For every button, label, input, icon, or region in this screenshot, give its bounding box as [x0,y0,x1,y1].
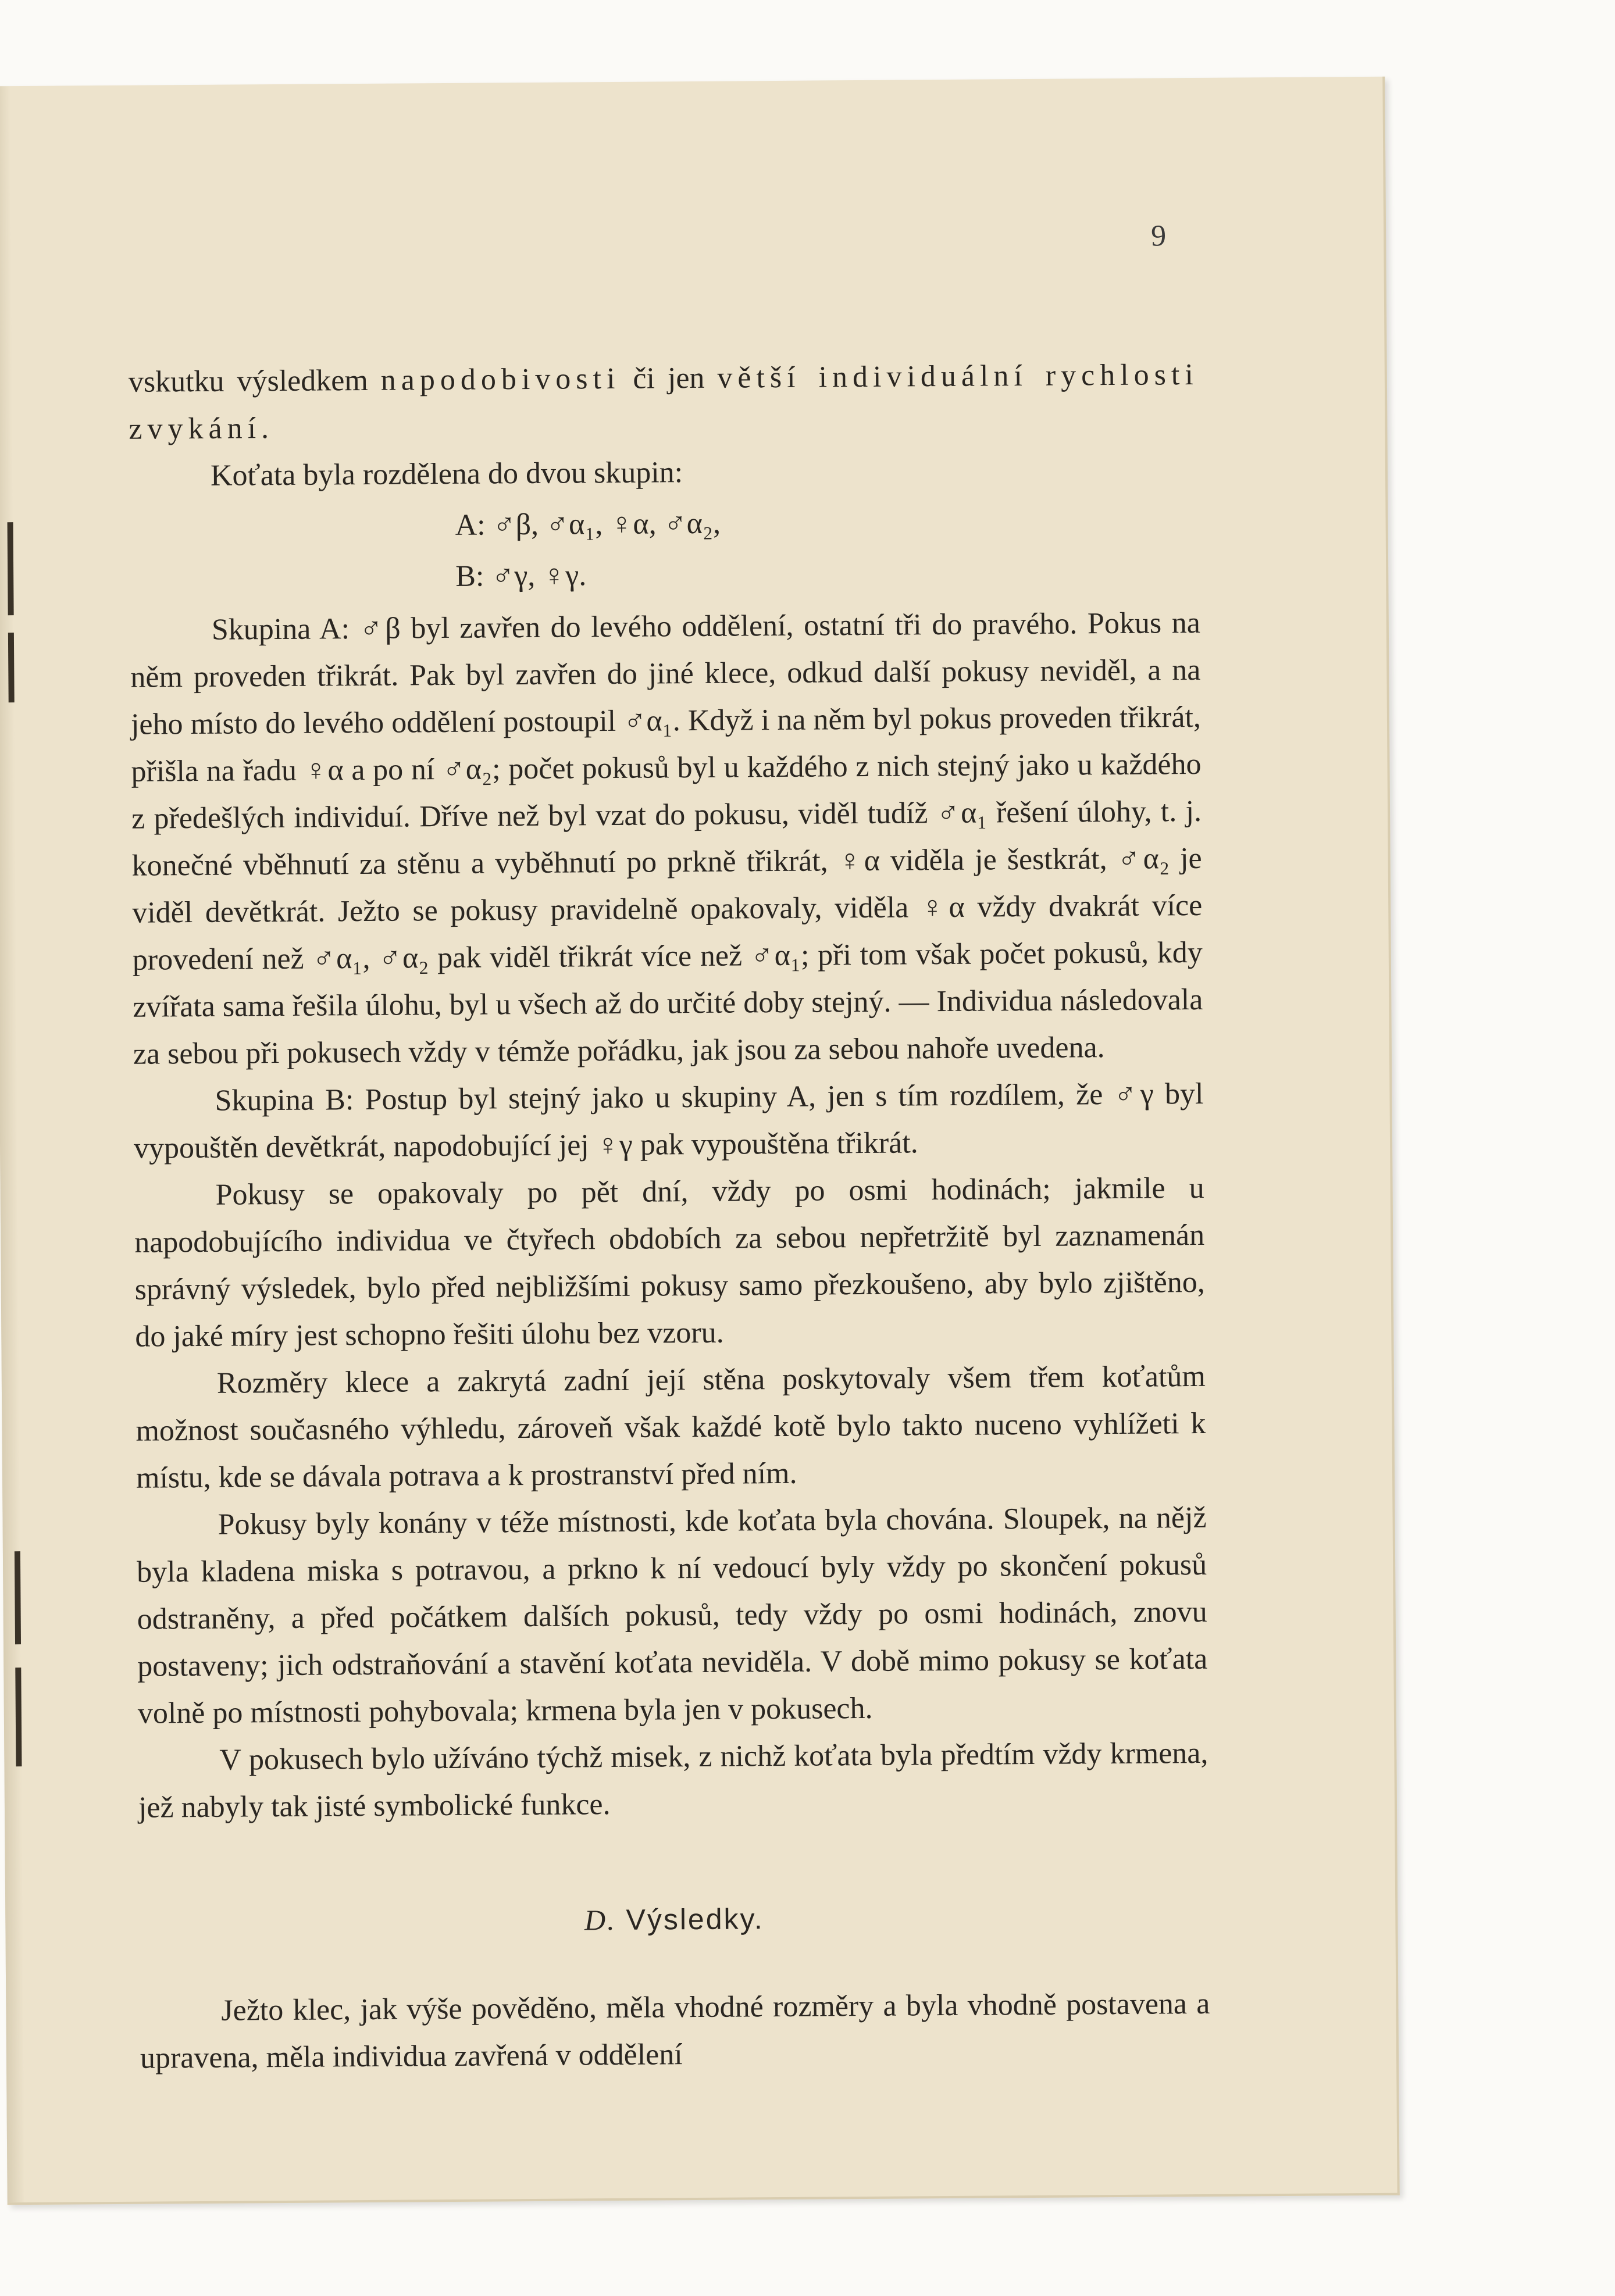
binding-mark [8,633,15,702]
binding-mark [15,1667,22,1766]
section-letter: D. [584,1903,616,1937]
book-page [0,77,1400,2205]
paragraph: Ježto klec, jak výše pověděno, měla vhodné rozměry a byla vhodně postavena a upravena, měla individua zavřená v oddělení [140,1987,1210,2075]
paragraph: V pokusech bylo užíváno týchž misek, z nichž koťata byla předtím vždy krmena, jež nabyly tak jisté symbolické funkce. [138,1736,1208,1824]
paragraph-continuation [129,351,1199,453]
paragraph: Skupina B: Postup byl stejný jako u skupiny A, jen s tím rozdílem, že ♂γ byl vypouštěn devětkrát, napodobující jej ♀γ pak vypouštěna třikrát. [133,1077,1204,1165]
paragraph: Skupina A: ♂β byl zavřen do levého oddělení, ostatní tři do pravého. Pokus na něm proveden třikrát. Pak byl zavřen do jiné klece, odkud další pokusy neviděl, a na jeho místo do levého oddělení postoupil ♂α₁. Když i na něm byl pokus proveden třikrát, přišla na řadu ♀α a po ní ♂α₂; počet pokusů byl u každého z nich stejný jako u každého z předešlých individuí. Dříve než byl vzat do pokusu, viděl tudíž ♂α₁ řešení úlohy, t. j. konečné vběhnutí za stěnu a vyběhnutí po prkně třikrát, ♀α viděla je šestkrát, ♂α₂ je viděl devětkrát. Ježto se pokusy pravidelně opakovaly, viděla ♀α vždy dvakrát více provedení než ♂α₁, ♂α₂ pak viděl třikrát více než ♂α₁; při tom však počet pokusů, kdy zvířata sama řešila úlohu, byl u všech až do určité doby stejný. — Individua následovala za sebou při pokusech vždy v témže pořádku, jak jsou za sebou nahoře uvedena. [130,606,1203,1071]
text-run: vskutku výsledkem [128,363,381,399]
paragraph: Pokusy byly konány v téže místnosti, kde koťata byla chována. Sloupek, na nějž byla kladena miska s potravou, a prkno k ní vedoucí byly vždy po skončení pokusů odstraněny, a před počátkem dalších pokusů, tedy vždy po osmi hodinách, znovu postaveny; jich odstraňování a stavění koťata neviděla. V době mimo pokusy se koťata volně po místnosti pohybovala; krmena byla jen v pokusech. [136,1501,1208,1730]
group-a-list: A: ♂β, ♂α₁, ♀α, ♂α₂, [455,506,721,542]
section-title: Výsledky. [626,1902,764,1936]
binding-mark [8,522,14,615]
text-run: či jen [620,361,718,395]
paragraph: Koťata byla rozdělena do dvou skupin: [210,456,683,492]
page-number: 9 [1150,219,1167,253]
body-text [129,351,1211,2082]
section-heading [139,1892,1210,1947]
emphasized-term: napodobivosti [380,362,621,397]
emphasized-term: větší individuální rychlosti zvykání. [129,358,1199,446]
binding-mark [15,1551,21,1644]
paragraph: Rozměry klece a zakrytá zadní její stěna poskytovaly všem třem koťatům možnost současného výhledu, zároveň však každé kotě bylo takto nuceno vyhlížeti k místu, kde se dávala potrava a k prostranství před ním. [136,1359,1206,1495]
group-b-list: B: ♂γ, ♀γ. [455,559,587,593]
page-edge-shadow [0,86,25,2202]
paragraph: Pokusy se opakovaly po pět dní, vždy po osmi hodinách; jakmile u napodobujícího individua ve čtyřech obdobích za sebou nepřetržitě byl zaznamenán správný výsledek, bylo před nejbližšími pokusy samo přezkoušeno, aby bylo zjištěno, do jaké míry jest schopno řešiti úlohu bez vzoru. [134,1171,1205,1354]
